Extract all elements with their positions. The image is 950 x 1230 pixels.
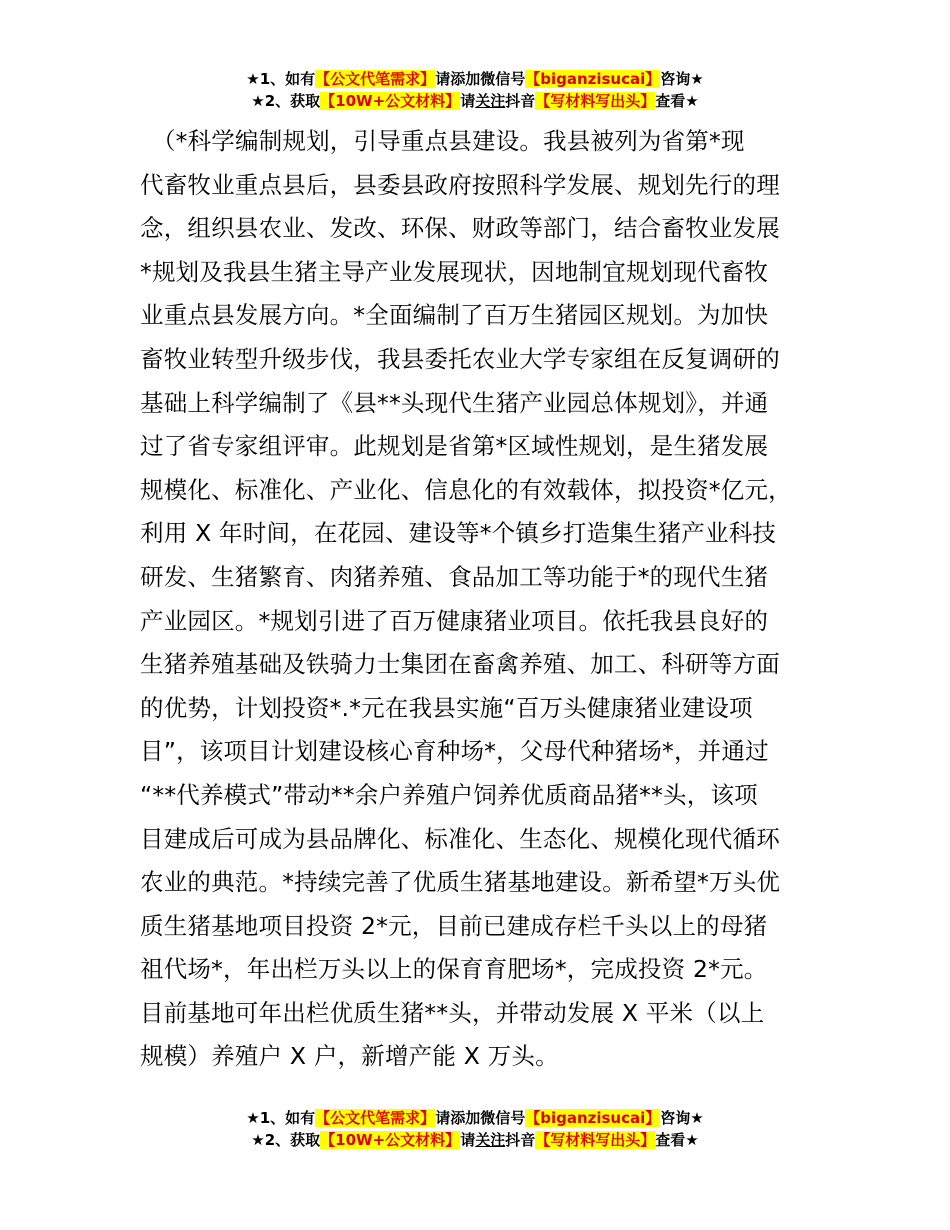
header-line-1-bracket-close-2: 】 bbox=[645, 70, 661, 88]
paragraph-line: 产业园区。*规划引进了百万健康猪业项目。依托我县良好的 bbox=[140, 606, 769, 635]
header-line-1-bracket-close-1: 】 bbox=[420, 70, 436, 88]
header-line-2-mid-b: 抖音 bbox=[505, 92, 536, 110]
header-line-2-mid-a: 请 bbox=[460, 92, 476, 110]
paragraph-line: “**代养模式”带动**余户养殖户饲养优质商品猪**头，该项 bbox=[140, 780, 758, 809]
footer-banner bbox=[0, 1107, 950, 1151]
header-line-2-bracket-open-2: 【 bbox=[535, 92, 551, 110]
paragraph-line: 的优势，计划投资*.*元在我县实施“百万头健康猪业建设项 bbox=[140, 693, 753, 722]
footer-line-1-bracket-close-1: 】 bbox=[420, 1109, 436, 1127]
paragraph-line: 祖代场*，年出栏万头以上的保育育肥场*，完成投资 2*元。 bbox=[140, 955, 768, 984]
paragraph-line: 代畜牧业重点县后，县委县政府按照科学发展、规划先行的理 bbox=[140, 170, 780, 199]
footer-line-2-mid-b: 抖音 bbox=[505, 1131, 536, 1149]
header-line-1-prefix: ★1、如有 bbox=[246, 70, 316, 88]
paragraph-line: 畜牧业转型升级步伐，我县委托农业大学专家组在反复调研的 bbox=[140, 344, 780, 373]
header-line-2-suffix: 查看★ bbox=[655, 92, 699, 110]
materials-offer-highlight: 10W+公文材料 bbox=[335, 92, 446, 110]
header-line-1-suffix: 咨询★ bbox=[660, 70, 704, 88]
footer-line-2-mid-a: 请 bbox=[460, 1131, 476, 1149]
paragraph-line: 念，组织县农业、发改、环保、财政等部门，结合畜牧业发展 bbox=[140, 214, 780, 243]
paragraph-line: 规模）养殖户 X 户，新增产能 X 万头。 bbox=[140, 1042, 559, 1071]
header-line-2-bracket-open-1: 【 bbox=[320, 92, 336, 110]
footer-line-2-bracket-open-2: 【 bbox=[535, 1131, 551, 1149]
paragraph-line: 生猪养殖基础及铁骑力士集团在畜禽养殖、加工、科研等方面 bbox=[140, 650, 780, 679]
header-line-2-bracket-close-1: 】 bbox=[445, 92, 461, 110]
douyin-account-highlight: 写材料写出头 bbox=[550, 1131, 641, 1149]
footer-line-1-prefix: ★1、如有 bbox=[246, 1109, 316, 1127]
paragraph-line: *规划及我县生猪主导产业发展现状，因地制宜规划现代畜牧 bbox=[140, 257, 769, 286]
paragraph-line: （*科学编制规划，引导重点县建设。我县被列为省第*现 bbox=[140, 127, 745, 155]
header-line-2 bbox=[0, 90, 950, 112]
wechat-id-highlight: biganzisucai bbox=[540, 1109, 646, 1127]
paragraph-line: 过了省专家组评审。此规划是省第*区域性规划，是生猪发展 bbox=[140, 432, 769, 461]
paragraph-line: 农业的典范。*持续完善了优质生猪基地建设。新希望*万头优 bbox=[140, 868, 781, 897]
footer-line-2-bracket-open-1: 【 bbox=[320, 1131, 336, 1149]
footer-line-1-bracket-close-2: 】 bbox=[645, 1109, 661, 1127]
wechat-id-highlight: biganzisucai bbox=[540, 70, 646, 88]
footer-line-2 bbox=[0, 1129, 950, 1151]
header-line-2-prefix: ★2、获取 bbox=[251, 92, 321, 110]
paragraph-line: 目建成后可成为县品牌化、标准化、生态化、规模化现代循环 bbox=[140, 824, 780, 853]
paragraph-line: 规模化、标准化、产业化、信息化的有效载体，拟投资*亿元， bbox=[140, 475, 792, 504]
paragraph-line: 目”，该项目计划建设核心育种场*，父母代种猪场*，并通过 bbox=[140, 737, 769, 766]
footer-line-1-suffix: 咨询★ bbox=[660, 1109, 704, 1127]
footer-line-2-prefix: ★2、获取 bbox=[251, 1131, 321, 1149]
footer-line-2-suffix: 查看★ bbox=[655, 1131, 699, 1149]
header-line-1-bracket-open-1: 【 bbox=[315, 70, 331, 88]
paragraph-line: 质生猪基地项目投资 2*元，目前已建成存栏千头以上的母猪 bbox=[140, 911, 768, 940]
footer-line-2-bracket-close-2: 】 bbox=[640, 1131, 656, 1149]
header-line-1 bbox=[0, 68, 950, 90]
body-paragraph bbox=[140, 120, 830, 1079]
paragraph-line: 研发、生猪繁育、肉猪养殖、食品加工等功能于*的现代生猪 bbox=[140, 562, 769, 591]
materials-offer-highlight: 10W+公文材料 bbox=[335, 1131, 446, 1149]
footer-line-1-bracket-open-1: 【 bbox=[315, 1109, 331, 1127]
footer-line-1 bbox=[0, 1107, 950, 1129]
ghostwriting-service-highlight: 公文代笔需求 bbox=[330, 70, 421, 88]
follow-underlined-text: 关注 bbox=[475, 92, 506, 110]
footer-line-2-bracket-close-1: 】 bbox=[445, 1131, 461, 1149]
header-banner bbox=[0, 68, 950, 112]
footer-line-1-bracket-open-2: 【 bbox=[525, 1109, 541, 1127]
header-line-2-bracket-close-2: 】 bbox=[640, 92, 656, 110]
paragraph-line: 业重点县发展方向。*全面编制了百万生猪园区规划。为加快 bbox=[140, 301, 769, 330]
header-line-1-bracket-open-2: 【 bbox=[525, 70, 541, 88]
ghostwriting-service-highlight: 公文代笔需求 bbox=[330, 1109, 421, 1127]
footer-line-1-mid: 请添加微信号 bbox=[435, 1109, 526, 1127]
paragraph-line: 目前基地可年出栏优质生猪**头，并带动发展 X 平米（以上 bbox=[140, 998, 765, 1027]
header-line-1-mid: 请添加微信号 bbox=[435, 70, 526, 88]
paragraph-line: 基础上科学编制了《县**头现代生猪产业园总体规划》，并通 bbox=[140, 388, 769, 417]
paragraph-line: 利用 X 年时间，在花园、建设等*个镇乡打造集生猪产业科技 bbox=[140, 519, 777, 548]
follow-underlined-text: 关注 bbox=[475, 1131, 506, 1149]
douyin-account-highlight: 写材料写出头 bbox=[550, 92, 641, 110]
